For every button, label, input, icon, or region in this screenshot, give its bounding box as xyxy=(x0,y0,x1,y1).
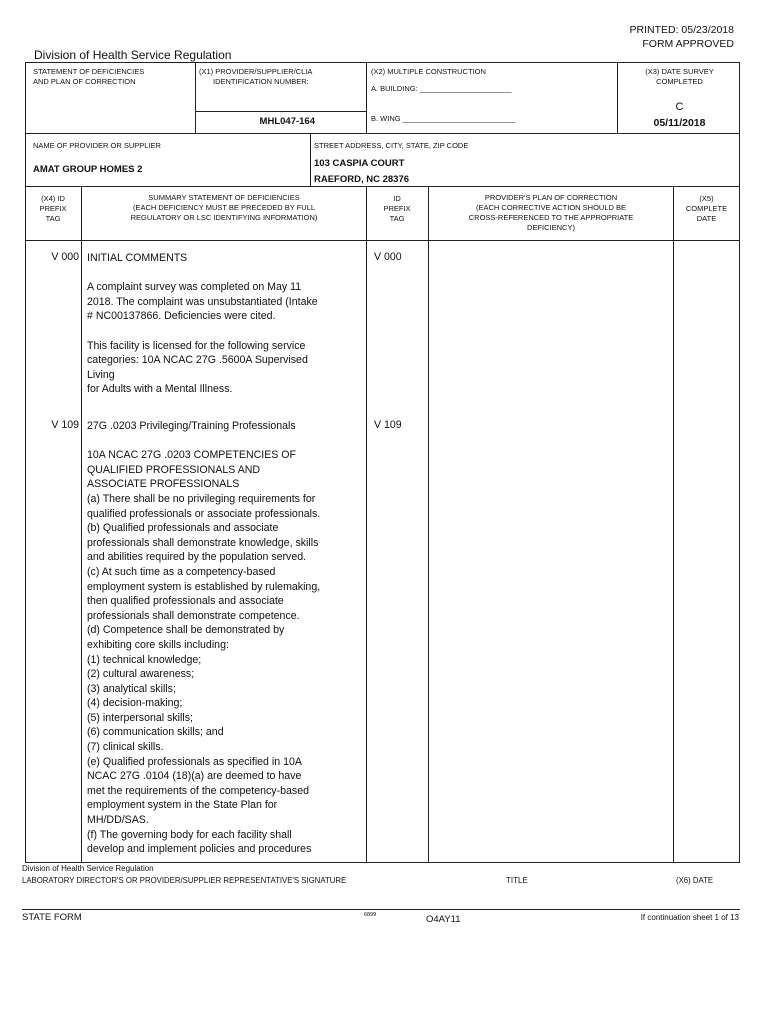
provider-name: AMAT GROUP HOMES 2 xyxy=(33,164,143,175)
entry-tag-v000: V 000 xyxy=(51,251,79,263)
x2-label: (X2) MULTIPLE CONSTRUCTION xyxy=(371,67,486,76)
entry-tag-v109: V 109 xyxy=(51,419,79,431)
x1-label-line2: IDENTIFICATION NUMBER: xyxy=(213,77,309,86)
top-box-top-border xyxy=(25,62,740,63)
building-field: A. BUILDING: ______________________ xyxy=(371,84,512,93)
footer-bottom-border xyxy=(22,909,740,910)
x1-value-line xyxy=(195,111,366,112)
address-line1: 103 CASPIA COURT xyxy=(314,158,405,169)
plan-header-line4: DEFICIENCY) xyxy=(527,223,575,232)
summary-header-line2: (EACH DEFICIENCY MUST BE PRECEDED BY FULL xyxy=(132,203,316,212)
column-header-bottom-border xyxy=(25,240,740,241)
entry-paragraph: A complaint survey was completed on May 11 2018. The complaint was unsubstantiated (Intake # NC00137866. Deficiencies were cited. xyxy=(87,281,318,323)
col-divider-2 xyxy=(366,186,367,862)
event-id: O4AY11 xyxy=(426,914,461,925)
x3-label xyxy=(622,67,737,87)
right-border xyxy=(739,62,740,862)
x1-value: MHL047-164 xyxy=(259,116,315,127)
x5-header-line1: (X5) xyxy=(699,194,714,203)
x5-header xyxy=(674,194,739,224)
entry-id-tag-v000: V 000 xyxy=(374,251,402,263)
x2-divider xyxy=(366,62,367,133)
wing-field: B. WING ___________________________ xyxy=(371,114,516,123)
id-header xyxy=(366,194,428,224)
summary-header-line3: REGULATORY OR LSC IDENTIFYING INFORMATION) xyxy=(130,213,318,222)
x5-header-line3: DATE xyxy=(696,214,717,223)
plan-header-line1: PROVIDER'S PLAN OF CORRECTION xyxy=(484,193,618,202)
statement-label-line2: AND PLAN OF CORRECTION xyxy=(33,77,136,86)
printed-date xyxy=(630,23,734,51)
entry-id-tag-v109: V 109 xyxy=(374,419,402,431)
form-approved-text: FORM APPROVED xyxy=(642,38,734,50)
summary-header xyxy=(82,193,366,223)
entry-paragraph: 10A NCAC 27G .0203 COMPETENCIES OF QUALIFIED PROFESSIONALS AND ASSOCIATE PROFESSIONALS (a) There shall be no privileging requirements for qualified professionals or associate professionals. (b) Qualified professionals and associate professionals shall demonstrate knowledge, skills and abilities required by the population served. (c) At such time as a competency-based employment system is established by rulemaking, then qualified professionals and associate professionals shall demonstrate competence. (d) Competence shall be demonstrated by exhibiting core skills including: (1) technical knowledge; (2) cultural awareness; (3) analytical skills; (4) decision-making; (5) interpersonal skills; (6) communication skills; and (7) clinical skills. (e) Qualified professionals as specified in 10A NCAC 27G .0104 (18)(a) are deemed to have met the requirements of the competency-based employment system in the State Plan for MH/DD/SAS. (f) The governing body for each facility shall develop and implement policies and procedures xyxy=(87,449,321,856)
x3-code: C xyxy=(675,101,684,113)
state-form-label: STATE FORM xyxy=(22,912,82,923)
signature-label: LABORATORY DIRECTOR'S OR PROVIDER/SUPPLIER REPRESENTATIVE'S SIGNATURE xyxy=(22,876,347,885)
summary-header-line1: SUMMARY STATEMENT OF DEFICIENCIES xyxy=(148,193,300,202)
top-box-mid-border xyxy=(25,133,740,134)
x1-label-line1: (X1) PROVIDER/SUPPLIER/CLIA xyxy=(199,67,313,76)
id-header-line3: TAG xyxy=(389,214,405,223)
entry-title: 27G .0203 Privileging/Training Professionals xyxy=(87,420,296,432)
id-header-line1: ID xyxy=(393,194,401,203)
x3-date: 05/11/2018 xyxy=(653,117,706,129)
x4-header-line2: PREFIX xyxy=(39,204,67,213)
col-divider-3 xyxy=(428,186,429,862)
id-header-line2: PREFIX xyxy=(383,204,411,213)
x4-header-line3: TAG xyxy=(45,214,61,223)
entry-body-v109 xyxy=(87,419,363,857)
plan-header-line3: CROSS-REFERENCED TO THE APPROPRIATE xyxy=(468,213,634,222)
col-divider-1 xyxy=(81,186,82,862)
x3-label-line1: (X3) DATE SURVEY xyxy=(645,67,714,76)
address-block xyxy=(314,156,409,188)
left-border xyxy=(25,62,26,862)
address-line2: RAEFORD, NC 28376 xyxy=(314,174,410,185)
x3-label-line2: COMPLETED xyxy=(656,77,703,86)
entry-title: INITIAL COMMENTS xyxy=(87,252,188,264)
x5-header-line2: COMPLETE xyxy=(685,204,728,213)
form-number: 6899 xyxy=(364,912,377,918)
x6-date-label: (X6) DATE xyxy=(676,876,714,885)
footer-top-border xyxy=(25,862,740,863)
statement-label xyxy=(33,67,144,87)
x1-label xyxy=(199,67,364,87)
entry-paragraph: This facility is licensed for the following service categories: 10A NCAC 27G .5600A Supervised Living for Adults with a Mental Illness. xyxy=(87,339,308,396)
plan-header xyxy=(429,193,673,233)
agency-title: Division of Health Service Regulation xyxy=(34,48,232,62)
footer-agency: Division of Health Service Regulation xyxy=(22,864,154,873)
entry-body-v000 xyxy=(87,251,363,397)
x4-header-line1: (X4) ID xyxy=(41,194,65,203)
address-divider xyxy=(310,133,311,186)
printed-text: PRINTED: 05/23/2018 xyxy=(629,24,734,36)
col-divider-4 xyxy=(673,186,674,862)
statement-label-line1: STATEMENT OF DEFICIENCIES xyxy=(33,67,145,76)
provider-label: NAME OF PROVIDER OR SUPPLIER xyxy=(33,141,161,150)
address-label: STREET ADDRESS, CITY, STATE, ZIP CODE xyxy=(314,141,469,150)
plan-header-line2: (EACH CORRECTIVE ACTION SHOULD BE xyxy=(475,203,627,212)
title-label: TITLE xyxy=(506,876,528,885)
continuation-sheet: If continuation sheet 1 of 13 xyxy=(640,913,739,922)
x3-divider xyxy=(617,62,618,133)
x4-header xyxy=(25,194,81,224)
